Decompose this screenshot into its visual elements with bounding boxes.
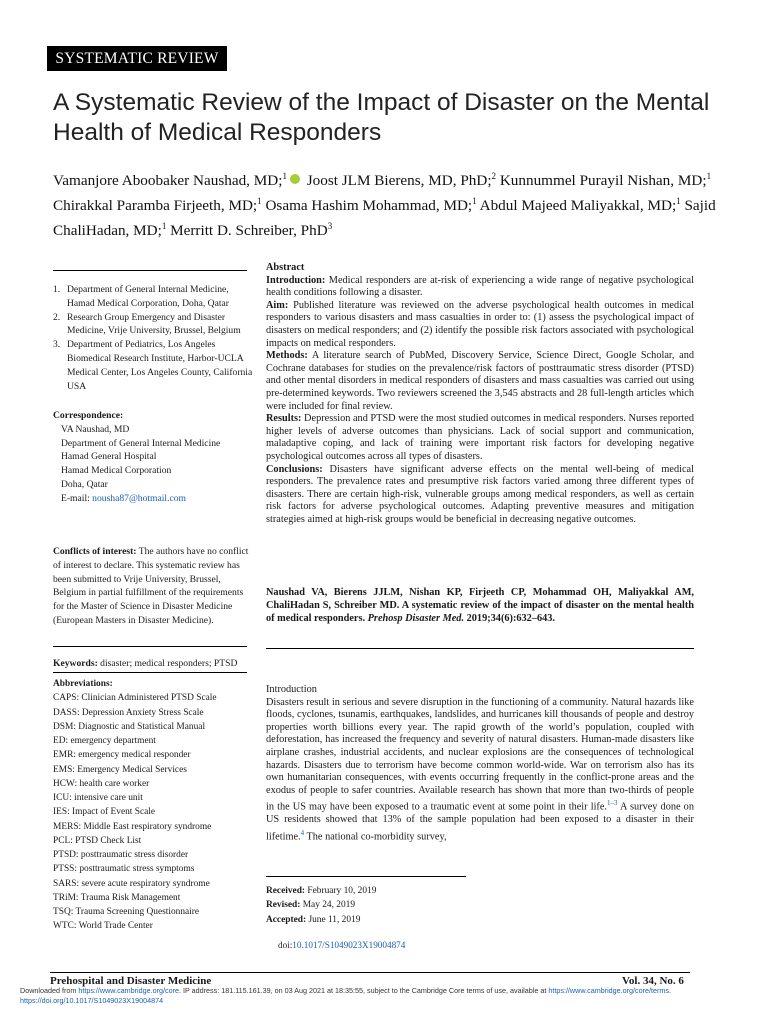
abstract-results: Results: Depression and PTSD were the most studied outcomes in medical responders. Nurses reported higher levels of adverse outcomes than physicians. Lack of social support and communication, maladaptive coping, and lack of training were important risk factors for developing negative psychological outcomes across all types of disasters. <box>266 413 694 462</box>
footer-rule <box>50 972 690 973</box>
abbreviation-item: EMS: Emergency Medical Services <box>53 764 187 775</box>
abbreviations: Abbreviations: CAPS: Clinician Administered PTSD Scale DASS: Depression Anxiety Stress Scale DSM: Diagnostic and Statistical Manual ED: emergency department EMR: emergency medical responder EMS: Emergency Medical Services HCW: health care worker ICU: intensive care unit IES: Impact of Event Scale MERS: Middle East respiratory syndrome PCL: PTSD Check List PTSD: posttraumatic stress disorder PTSS: posttraumatic stress symptoms SARS: severe acute respiratory syndrome TRiM: Trauma Risk Management TSQ: Trauma Screening Questionnaire WTC: World Trade Center <box>53 677 263 934</box>
abbreviation-item: PCL: PTSD Check List <box>53 835 142 846</box>
abbreviation-item: MERS: Middle East respiratory syndrome <box>53 821 212 832</box>
abbreviation-item: ICU: intensive care unit <box>53 793 143 803</box>
author: Sajid ChaliHadan, MD;$^1$ <box>53 197 716 240</box>
author: Vamanjore Aboobaker Naushad, MD;$^1$ <box>53 171 287 190</box>
abbreviation-item: EMR: emergency medical responder <box>53 750 191 761</box>
abbreviation-item: DSM: Diagnostic and Statistical Manual <box>53 721 206 732</box>
author: Kunnummel Purayil Nishan, MD;$^1$ <box>499 171 712 190</box>
email-link[interactable]: nousha87@hotmail.com <box>92 492 187 504</box>
introduction-heading: Introduction <box>266 684 317 695</box>
affiliations <box>53 283 258 393</box>
section-tag: SYSTEMATIC REVIEW <box>47 46 227 71</box>
abstract-aim: Aim: Published literature was reviewed on the adverse psychological health outcomes in medical responders to various disasters and mass casualties in order to: (1) assess the psychological impact of disasters on medical responders; and (2) identify the possible risk factors associated with psychological impacts on medical responders. <box>266 299 694 349</box>
abstract-heading: Abstract <box>266 262 305 273</box>
download-link[interactable]: https://www.cambridge.org/core <box>78 986 180 995</box>
abbreviation-item: CAPS: Clinician Administered PTSD Scale <box>53 693 217 704</box>
article-dates: Received: February 10, 2019 Revised: May 24, 2019 Accepted: June 11, 2019 <box>266 886 377 925</box>
doi-url-link[interactable]: https://doi.org/10.1017/S1049023X19004874 <box>20 996 164 1005</box>
correspondence-label: Correspondence: <box>53 410 124 421</box>
author: Osama Hashim Mohammad, MD;$^1$ <box>265 196 477 215</box>
divider <box>53 646 247 647</box>
reference-link[interactable]: 4 <box>300 828 305 837</box>
affiliation-item: 3. Department of Pediatrics, Los Angeles Biomedical Research Institute, Harbor-UCLA Medical Center, Los Angeles County, California USA <box>53 339 253 392</box>
author: Chirakkal Paramba Firjeeth, MD;$^1$ <box>53 196 262 215</box>
author: Joost JLM Bierens, MD, PhD;$^2$ <box>306 171 497 190</box>
terms-link[interactable]: https://www.cambridge.org/core/terms <box>548 986 669 995</box>
reference-link[interactable]: 1–3 <box>607 799 618 808</box>
abstract-introduction: Introduction: Medical responders are at-risk of experiencing a wide range of negative psychological health conditions following a disaster. <box>266 274 694 299</box>
divider <box>266 876 466 877</box>
footer-volume: Vol. 34, No. 6 <box>622 975 684 987</box>
abstract-methods: Methods: A literature search of PubMed, Discovery Service, Science Direct, Google Scholar, and Cochrane databases for studies on the prevalence/risk factors of posttraumatic stress disorder (PTSD) and other mental disorders in medical responders of disasters and mass casualties was carried out using pre-determined keywords. Two reviewers screened the 3,545 abstracts and 28 full-length articles which were included for final review. <box>266 350 694 412</box>
doi: doi:10.1017/S1049023X19004874 <box>278 940 406 950</box>
abbreviation-item: PTSD: posttraumatic stress disorder <box>53 850 189 860</box>
abbreviation-item: IES: Impact of Event Scale <box>53 807 156 818</box>
download-notice: Downloaded from https://www.cambridge.org/core. IP address: 181.115.161.39, on 03 Aug 2021 at 18:35:55, subject to the Cambridge Core terms of use, available at https://www.cambridge.org/core/terms. https://doi.org/10.1017/S1049023X19004874 <box>20 986 671 1005</box>
divider <box>53 270 247 271</box>
author-list <box>53 166 743 241</box>
abbreviation-item: SARS: severe acute respiratory syndrome <box>53 878 210 889</box>
abstract <box>266 262 694 526</box>
abbreviation-item: DASS: Depression Anxiety Stress Scale <box>53 707 204 718</box>
article-title: A Systematic Review of the Impact of Disaster on the Mental Health of Medical Responders <box>53 89 710 146</box>
abbreviation-item: ED: emergency department <box>53 736 156 746</box>
author: Abdul Majeed Maliyakkal, MD;$^1$ <box>479 196 681 215</box>
keywords: Keywords: disaster; medical responders; PTSD <box>53 658 238 669</box>
divider <box>266 648 694 649</box>
divider <box>53 672 247 673</box>
conflicts-of-interest: Conflicts of interest: The authors have no conflict of interest to declare. This systematic review has been submitted to Vrije University, Brussel, Belgium in partial fulfillment of the requirements for the Master of Science in Disaster Medicine (European Masters in Disaster Medicine). <box>53 546 249 626</box>
affiliation-item: 2. Research Group Emergency and Disaster Medicine, Vrije University, Brussel, Belgium <box>53 311 241 337</box>
abstract-conclusions: Conclusions: Disasters have significant adverse effects on the mental well-being of medical responders. The prevalence rates and presumptive risk factors varied among three different types of disasters. There are certain high-risk, vulnerable groups among medical responders, as well as certain risk factors for adverse psychological outcomes. Adapting preventive measures and mitigation strategies aimed at high-risk groups would be beneficial in decreasing negative outcomes. <box>266 463 694 525</box>
doi-link[interactable]: 10.1017/S1049023X19004874 <box>292 940 406 950</box>
affiliation-item: 1. Department of General Internal Medicine, Hamad Medical Corporation, Doha, Qatar <box>53 284 229 309</box>
citation: Naushad VA, Bierens JJLM, Nishan KP, Firjeeth CP, Mohammad OH, Maliyakkal AM, ChaliHadan S, Schreiber MD. A systematic review of the impact of disaster on the mental health of medical responders. Prehosp Disaster Med. 2019;34(6):632–643. <box>266 587 694 625</box>
abbreviation-item: WTC: World Trade Center <box>53 921 153 932</box>
abbreviation-item: PTSS: posttraumatic stress symptoms <box>53 864 195 875</box>
correspondence: Correspondence: VA Naushad, MD Department of General Internal Medicine Hamad General Hospital Hamad Medical Corporation Doha, Qatar E-mail: nousha87@hotmail.com <box>53 410 221 504</box>
footer-journal: Prehospital and Disaster Medicine <box>50 975 212 987</box>
introduction: Introduction Disasters result in serious and severe disruption in the functioning of a community. Natural hazards like floods, cyclones, tsunamis, earthquakes, landslides, and hurricanes kill thousands of people and destroy properties worth billions every year. The rapid growth of the world’s population, coupled with deforestation, has increased the frequency and severity of natural disasters. Human-made disasters like airplane crashes, industrial accidents, and nuclear explosions are the consequences of technological hazards. Disasters due to terrorism have become common world-wide. War on terrorism also has its own humanitarian consequences, with events occurring frequently in the conflict-prone areas and the exodus of people to safer countries. Available research has shown that more than two-thirds of people in the US may have been exposed to a traumatic event at some point in their life.$^{1-3}$ A survey done on US residents showed that 13% of the sample population had been exposed to a disaster in their lifetime.$^4$ The national co-morbidity survey, <box>266 684 694 843</box>
abbreviation-item: HCW: health care worker <box>53 778 150 789</box>
abbreviation-item: TRiM: Trauma Risk Management <box>53 892 181 903</box>
abbreviation-item: TSQ: Trauma Screening Questionnaire <box>53 907 200 917</box>
orcid-icon[interactable] <box>290 174 300 184</box>
author: Merritt D. Schreiber, PhD$^3$ <box>170 221 333 240</box>
